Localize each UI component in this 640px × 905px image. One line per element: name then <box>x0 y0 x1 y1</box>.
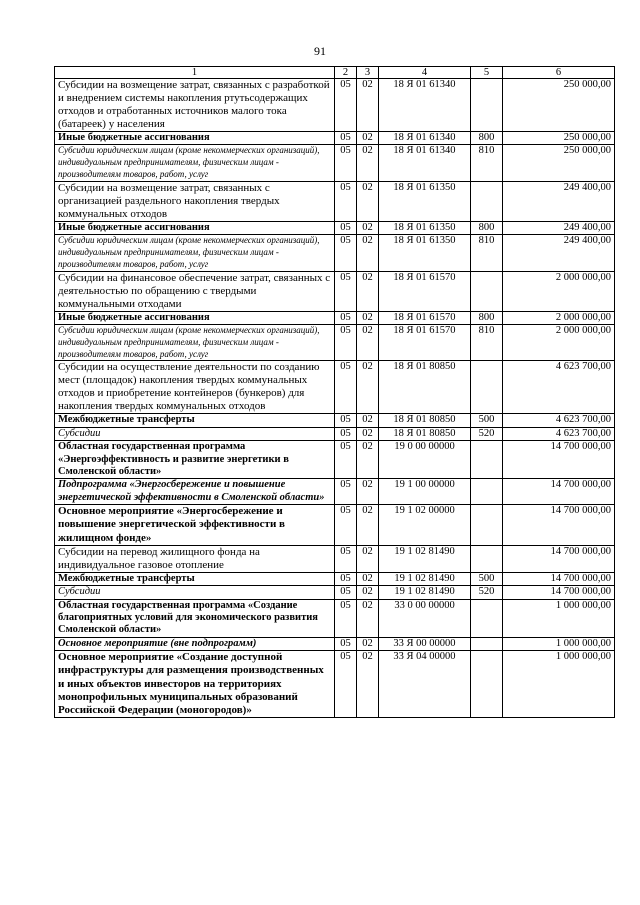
header-col-4: 4 <box>379 67 471 79</box>
row-expense-type-cell <box>471 181 503 221</box>
row-subsection-cell: 02 <box>357 572 379 585</box>
row-target-code-cell: 18 Я 01 61570 <box>379 311 471 324</box>
table-row <box>55 427 615 440</box>
table-row <box>55 221 615 234</box>
row-name-cell: Субсидии юридическим лицам (кроме некоммерческих организаций), индивидуальным предпринимателям, физическим лицам - производителям товаров, работ, услуг <box>55 235 335 271</box>
table-row <box>55 325 615 361</box>
row-target-code-cell: 18 Я 01 80850 <box>379 361 471 414</box>
row-section-cell: 05 <box>335 599 357 637</box>
row-section-cell: 05 <box>335 479 357 505</box>
row-section-cell: 05 <box>335 181 357 221</box>
row-section-cell: 05 <box>335 361 357 414</box>
row-subsection-cell: 02 <box>357 599 379 637</box>
row-subsection-cell: 02 <box>357 505 379 546</box>
row-name-cell: Субсидии на возмещение затрат, связанных с разработкой и внедрением системы накопления ртутьсодержащих отходов и отработанных источников малого тока (батареек) у населения <box>55 79 335 132</box>
row-target-code-cell: 18 Я 01 61570 <box>379 271 471 311</box>
row-section-cell: 05 <box>335 79 357 132</box>
table-row <box>55 311 615 324</box>
table-row <box>55 414 615 427</box>
row-expense-type-cell: 810 <box>471 325 503 361</box>
row-subsection-cell: 02 <box>357 414 379 427</box>
row-amount-cell: 14 700 000,00 <box>503 586 615 599</box>
row-name-cell: Субсидии на осуществление деятельности по созданию мест (площадок) накопления твердых коммунальных отходов и приобретение контейнеров (бункеров) для накопления твердых коммунальных отходов <box>55 361 335 414</box>
row-section-cell: 05 <box>335 505 357 546</box>
row-name-cell: Основное мероприятие «Энергосбережение и повышение энергетической эффективности в жилищном фонде» <box>55 505 335 546</box>
row-name-cell: Субсидии юридическим лицам (кроме некоммерческих организаций), индивидуальным предпринимателям, физическим лицам - производителям товаров, работ, услуг <box>55 145 335 181</box>
row-subsection-cell: 02 <box>357 441 379 479</box>
row-target-code-cell: 18 Я 01 61350 <box>379 235 471 271</box>
row-expense-type-cell <box>471 545 503 572</box>
row-amount-cell: 2 000 000,00 <box>503 271 615 311</box>
table-row <box>55 586 615 599</box>
row-name-cell: Субсидии на возмещение затрат, связанных с организацией раздельного накопления твердых коммунальных отходов <box>55 181 335 221</box>
row-name-cell: Подпрограмма «Энергосбережение и повышение энергетической эффективности в Смоленской области» <box>55 479 335 505</box>
row-amount-cell: 1 000 000,00 <box>503 599 615 637</box>
row-target-code-cell: 18 Я 01 61340 <box>379 132 471 145</box>
row-expense-type-cell: 520 <box>471 427 503 440</box>
row-name-cell: Межбюджетные трансферты <box>55 414 335 427</box>
header-col-2: 2 <box>335 67 357 79</box>
row-amount-cell: 2 000 000,00 <box>503 311 615 324</box>
row-amount-cell: 1 000 000,00 <box>503 651 615 718</box>
table-row <box>55 637 615 650</box>
budget-table <box>54 66 615 718</box>
row-amount-cell: 249 400,00 <box>503 221 615 234</box>
row-section-cell: 05 <box>335 414 357 427</box>
row-section-cell: 05 <box>335 311 357 324</box>
row-section-cell: 05 <box>335 325 357 361</box>
row-subsection-cell: 02 <box>357 479 379 505</box>
row-target-code-cell: 18 Я 01 61340 <box>379 79 471 132</box>
row-subsection-cell: 02 <box>357 181 379 221</box>
row-expense-type-cell: 520 <box>471 586 503 599</box>
row-section-cell: 05 <box>335 572 357 585</box>
row-target-code-cell: 19 1 02 81490 <box>379 586 471 599</box>
row-name-cell: Субсидии <box>55 427 335 440</box>
row-expense-type-cell: 800 <box>471 221 503 234</box>
row-target-code-cell: 18 Я 01 80850 <box>379 414 471 427</box>
row-name-cell: Иные бюджетные ассигнования <box>55 221 335 234</box>
header-col-1: 1 <box>55 67 335 79</box>
row-amount-cell: 14 700 000,00 <box>503 441 615 479</box>
row-section-cell: 05 <box>335 221 357 234</box>
row-expense-type-cell <box>471 651 503 718</box>
row-subsection-cell: 02 <box>357 427 379 440</box>
row-subsection-cell: 02 <box>357 361 379 414</box>
row-subsection-cell: 02 <box>357 325 379 361</box>
row-target-code-cell: 18 Я 01 80850 <box>379 427 471 440</box>
row-section-cell: 05 <box>335 427 357 440</box>
row-section-cell: 05 <box>335 586 357 599</box>
row-subsection-cell: 02 <box>357 221 379 234</box>
row-section-cell: 05 <box>335 132 357 145</box>
table-row <box>55 145 615 181</box>
row-target-code-cell: 18 Я 01 61570 <box>379 325 471 361</box>
row-amount-cell: 250 000,00 <box>503 132 615 145</box>
table-row <box>55 181 615 221</box>
row-expense-type-cell <box>471 361 503 414</box>
table-row <box>55 235 615 271</box>
row-section-cell: 05 <box>335 145 357 181</box>
row-expense-type-cell: 500 <box>471 572 503 585</box>
header-col-3: 3 <box>357 67 379 79</box>
header-col-5: 5 <box>471 67 503 79</box>
table-row <box>55 505 615 546</box>
row-expense-type-cell <box>471 599 503 637</box>
row-section-cell: 05 <box>335 441 357 479</box>
row-amount-cell: 4 623 700,00 <box>503 414 615 427</box>
row-amount-cell: 14 700 000,00 <box>503 572 615 585</box>
row-amount-cell: 249 400,00 <box>503 181 615 221</box>
table-row <box>55 361 615 414</box>
row-expense-type-cell: 800 <box>471 132 503 145</box>
row-subsection-cell: 02 <box>357 311 379 324</box>
row-subsection-cell: 02 <box>357 651 379 718</box>
table-row <box>55 599 615 637</box>
row-expense-type-cell: 810 <box>471 145 503 181</box>
row-section-cell: 05 <box>335 651 357 718</box>
row-subsection-cell: 02 <box>357 586 379 599</box>
table-row <box>55 545 615 572</box>
row-name-cell: Субсидии юридическим лицам (кроме некоммерческих организаций), индивидуальным предпринимателям, физическим лицам - производителям товаров, работ, услуг <box>55 325 335 361</box>
table-row <box>55 651 615 718</box>
row-expense-type-cell <box>471 479 503 505</box>
row-target-code-cell: 33 0 00 00000 <box>379 599 471 637</box>
row-name-cell: Субсидии на финансовое обеспечение затрат, связанных с деятельностью по обращению с твердыми коммунальными отходами <box>55 271 335 311</box>
table-row <box>55 572 615 585</box>
row-expense-type-cell <box>471 79 503 132</box>
row-section-cell: 05 <box>335 271 357 311</box>
row-target-code-cell: 19 1 02 81490 <box>379 572 471 585</box>
row-name-cell: Субсидии <box>55 586 335 599</box>
row-amount-cell: 250 000,00 <box>503 145 615 181</box>
header-col-6: 6 <box>503 67 615 79</box>
row-amount-cell: 4 623 700,00 <box>503 361 615 414</box>
table-row <box>55 441 615 479</box>
row-name-cell: Межбюджетные трансферты <box>55 572 335 585</box>
row-subsection-cell: 02 <box>357 79 379 132</box>
row-section-cell: 05 <box>335 637 357 650</box>
row-amount-cell: 250 000,00 <box>503 79 615 132</box>
row-target-code-cell: 33 Я 04 00000 <box>379 651 471 718</box>
row-expense-type-cell <box>471 271 503 311</box>
row-target-code-cell: 19 0 00 00000 <box>379 441 471 479</box>
table-row <box>55 479 615 505</box>
row-amount-cell: 14 700 000,00 <box>503 545 615 572</box>
row-expense-type-cell <box>471 637 503 650</box>
row-expense-type-cell: 500 <box>471 414 503 427</box>
row-expense-type-cell <box>471 505 503 546</box>
row-expense-type-cell: 810 <box>471 235 503 271</box>
row-expense-type-cell: 800 <box>471 311 503 324</box>
row-subsection-cell: 02 <box>357 545 379 572</box>
row-target-code-cell: 18 Я 01 61350 <box>379 181 471 221</box>
row-name-cell: Областная государственная программа «Создание благоприятных условий для экономического развития Смоленской области» <box>55 599 335 637</box>
row-amount-cell: 1 000 000,00 <box>503 637 615 650</box>
row-amount-cell: 2 000 000,00 <box>503 325 615 361</box>
row-name-cell: Областная государственная программа «Энергоэффективность и развитие энергетики в Смоленской области» <box>55 441 335 479</box>
row-amount-cell: 14 700 000,00 <box>503 505 615 546</box>
row-expense-type-cell <box>471 441 503 479</box>
table-row <box>55 132 615 145</box>
row-name-cell: Субсидии на перевод жилищного фонда на индивидуальное газовое отопление <box>55 545 335 572</box>
table-header-row <box>55 67 615 79</box>
row-amount-cell: 14 700 000,00 <box>503 479 615 505</box>
row-subsection-cell: 02 <box>357 132 379 145</box>
row-subsection-cell: 02 <box>357 235 379 271</box>
row-target-code-cell: 18 Я 01 61340 <box>379 145 471 181</box>
table-row <box>55 271 615 311</box>
row-target-code-cell: 19 1 02 00000 <box>379 505 471 546</box>
row-section-cell: 05 <box>335 235 357 271</box>
row-name-cell: Основное мероприятие «Создание доступной инфраструктуры для размещения производственных и иных объектов инвесторов на территориях монопрофильных муниципальных образований Российской Федерации (моногородов)» <box>55 651 335 718</box>
row-name-cell: Иные бюджетные ассигнования <box>55 132 335 145</box>
row-subsection-cell: 02 <box>357 145 379 181</box>
row-section-cell: 05 <box>335 545 357 572</box>
row-subsection-cell: 02 <box>357 637 379 650</box>
row-target-code-cell: 19 1 00 00000 <box>379 479 471 505</box>
row-target-code-cell: 18 Я 01 61350 <box>379 221 471 234</box>
table-row <box>55 79 615 132</box>
page-number: 91 <box>314 44 326 58</box>
row-name-cell: Основное мероприятие (вне подпрограмм) <box>55 637 335 650</box>
row-amount-cell: 4 623 700,00 <box>503 427 615 440</box>
row-target-code-cell: 33 Я 00 00000 <box>379 637 471 650</box>
row-subsection-cell: 02 <box>357 271 379 311</box>
row-target-code-cell: 19 1 02 81490 <box>379 545 471 572</box>
row-name-cell: Иные бюджетные ассигнования <box>55 311 335 324</box>
row-amount-cell: 249 400,00 <box>503 235 615 271</box>
